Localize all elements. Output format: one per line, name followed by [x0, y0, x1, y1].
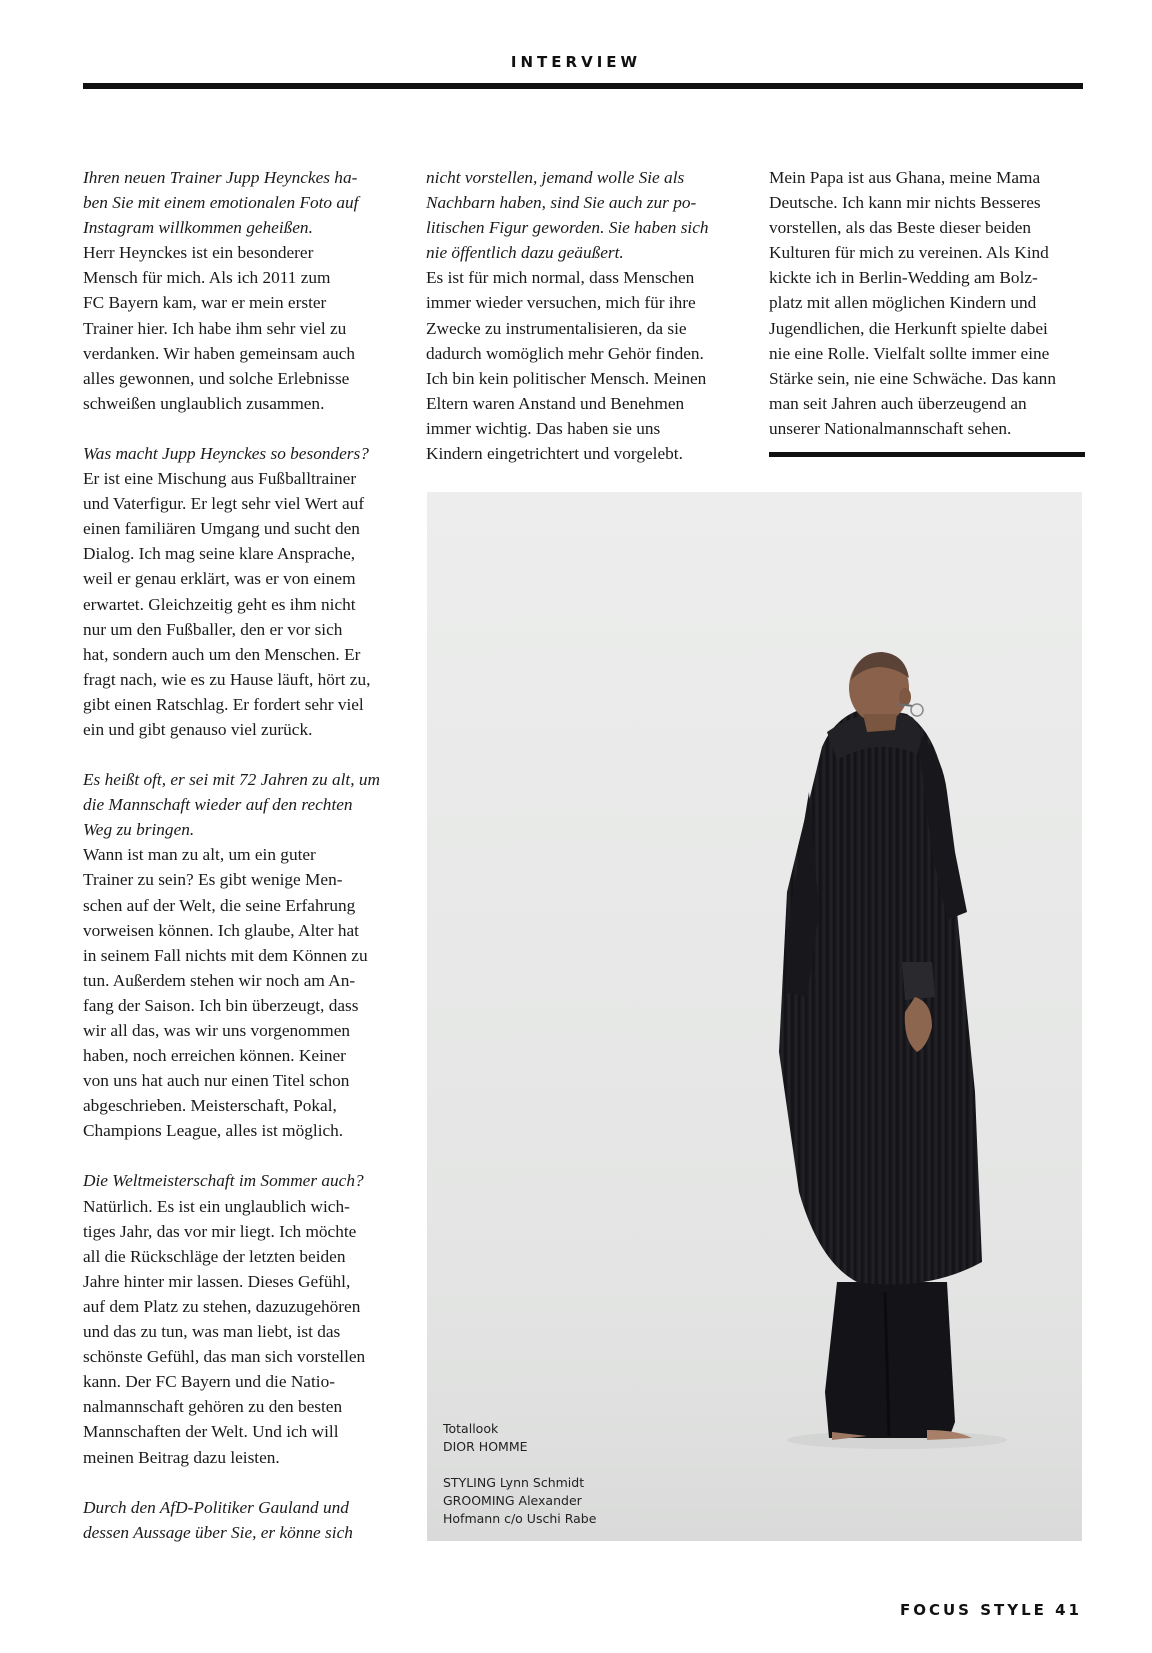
interview-answer: Natürlich. Es ist ein unglaublich wich- tiges Jahr, das vor mir liegt. Ich möchte all die Rückschläge der letzten beiden Jahre hinter mir lassen. Dieses Gefühl, auf dem Platz zu stehen, dazuzugehören und das zu tun, was man liebt, ist das schönste Gefühl, das man sich vorstellen kann. Der FC Bayern und die Natio- nalmannschaft gehören zu den besten Mannschaften der Welt. Und ich will meinen Beitrag dazu leisten.	[83, 1196, 366, 1467]
interview-answer: Es ist für mich normal, dass Menschen immer wieder versuchen, mich für ihre Zwecke zu instrumentalisieren, da sie dadurch womöglich mehr Gehör finden. Ich bin kein politischer Mensch. Meinen Eltern waren Anstand und Benehmen immer wichtig. Das haben sie uns Kindern eingetrichtert und vorgelebt.	[426, 268, 707, 464]
credit-line: STYLING Lynn Schmidt	[443, 1475, 585, 1490]
portrait-illustration	[427, 492, 1082, 1541]
section-label: INTERVIEW	[510, 53, 642, 71]
end-rule	[769, 452, 1085, 457]
photo-credits	[443, 1420, 596, 1528]
interview-question: Ihren neuen Trainer Jupp Heynckes ha- ben Sie mit einem emotionalen Foto auf Instagram willkommen geheißen.	[83, 168, 359, 238]
credit-line: Totallook	[443, 1421, 499, 1436]
interview-question: nicht vorstellen, jemand wolle Sie als Nachbarn haben, sind Sie auch zur po- litischen Figur geworden. Sie haben sich nie öffentlich dazu geäußert.	[426, 168, 709, 263]
interview-answer: Wann ist man zu alt, um ein guter Trainer zu sein? Es gibt wenige Men- schen auf der Welt, die seine Erfahrung vorweisen können. Ich glaube, Alter hat in seinem Fall nichts mit dem Können zu tun. Außerdem stehen wir noch am An- fang der Saison. Ich bin überzeugt, dass wir all das, was wir uns vorgenommen haben, noch erreichen können. Keiner von uns hat auch nur einen Titel schon abgeschrieben. Meisterschaft, Pokal, Champions League, alles ist möglich.	[83, 845, 368, 1141]
interview-answer: Mein Papa ist aus Ghana, meine Mama Deutsche. Ich kann mir nichts Besseres vorstellen, als das Beste dieser beiden Kulturen für mich zu vereinen. Als Kind kickte ich in Berlin-Wedding am Bolz- platz mit allen möglichen Kindern und Jugendlichen, die Herkunft spielte dabei nie eine Rolle. Vielfalt sollte immer eine Stärke sein, nie eine Schwäche. Das kann man seit Jahren auch überzeugend an unserer Nationalmannschaft sehen.	[769, 168, 1056, 438]
interview-answer: Er ist eine Mischung aus Fußballtrainer und Vaterfigur. Er legt sehr viel Wert auf einen familiären Umgang und sucht den Dialog. Ich mag seine klare Ansprache, weil er genau erklärt, was er von einem erwartet. Gleichzeitig geht es ihm nicht nur um den Fußballer, den er vor sich hat, sondern auch um den Menschen. Er fragt nach, wie es zu Hause läuft, hört zu, gibt einen Ratschlag. Er fordert sehr viel ein und gibt genauso viel zurück.	[83, 469, 371, 739]
credit-line: DIOR HOMME	[443, 1439, 528, 1454]
interview-question: Was macht Jupp Heynckes so besonders?	[83, 443, 369, 463]
page-footer: FOCUS STYLE 41	[899, 1601, 1082, 1619]
interview-question: Es heißt oft, er sei mit 72 Jahren zu alt, um die Mannschaft wieder auf den rechten Weg zu bringen.	[83, 770, 380, 840]
article-column-3	[769, 165, 1085, 441]
top-rule	[83, 83, 1083, 89]
interview-question: Die Weltmeisterschaft im Sommer auch?	[83, 1171, 364, 1191]
interview-answer: Herr Heynckes ist ein besonderer Mensch für mich. Als ich 2011 zum FC Bayern kam, war er mein erster Trainer hier. Ich habe ihm sehr viel zu verdanken. Wir haben gemeinsam auch alles gewonnen, und solche Erlebnisse schweißen unglaublich zusammen.	[83, 243, 356, 413]
credit-line: GROOMING Alexander	[443, 1493, 582, 1508]
credit-line: Hofmann c/o Uschi Rabe	[443, 1511, 597, 1526]
article-column-2	[426, 165, 736, 466]
article-column-1	[83, 165, 401, 1545]
portrait-photo	[427, 492, 1082, 1541]
interview-question: Durch den AfD-Politiker Gauland und dessen Aussage über Sie, er könne sich	[83, 1497, 353, 1542]
